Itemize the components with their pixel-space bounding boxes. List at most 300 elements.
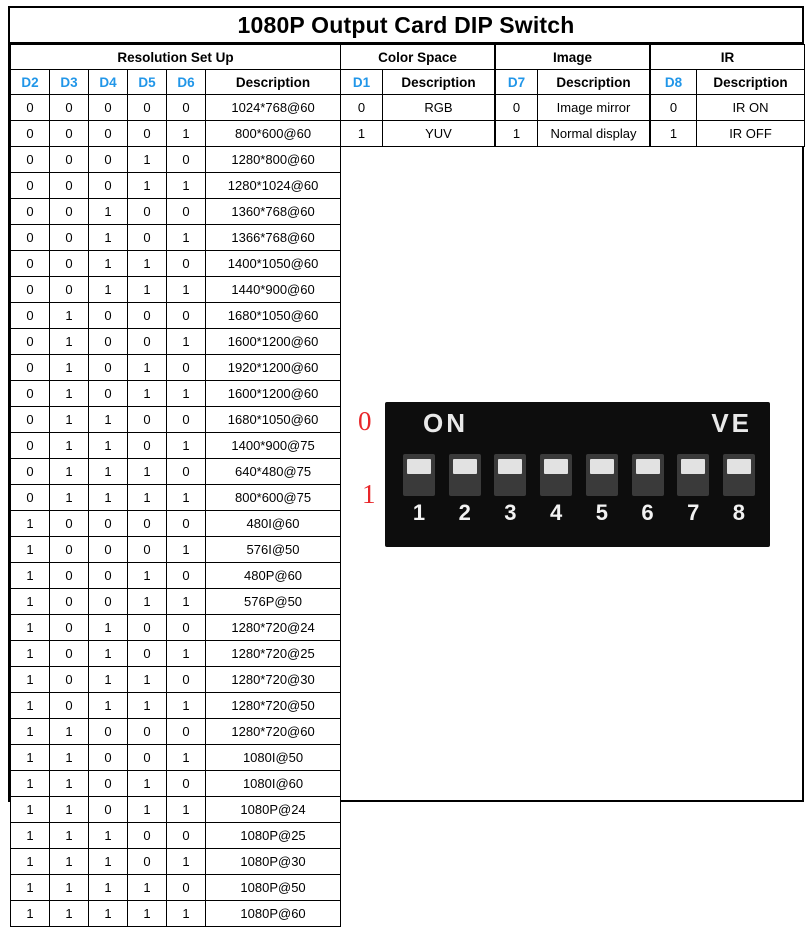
resolution-bit-cell: 1: [128, 147, 167, 173]
resolution-bit-cell: 1: [128, 381, 167, 407]
resolution-bit-cell: 0: [89, 563, 128, 589]
resolution-bit-cell: 1: [128, 563, 167, 589]
dip-switch-knob[interactable]: [727, 459, 751, 474]
resolution-column-header-row: [11, 70, 341, 95]
resolution-description-cell: 1280*720@24: [206, 615, 341, 641]
resolution-bit-cell: 1: [167, 329, 206, 355]
resolution-bit-cell: 1: [11, 589, 50, 615]
resolution-bit-cell: 0: [11, 277, 50, 303]
resolution-bit-cell: 1: [11, 667, 50, 693]
resolution-bit-cell: 0: [128, 329, 167, 355]
table-body-area: [10, 44, 802, 921]
resolution-bit-cell: 1: [50, 381, 89, 407]
resolution-bit-cell: 0: [50, 563, 89, 589]
resolution-bit-cell: 1: [128, 485, 167, 511]
dip-switch-table-frame: [8, 6, 804, 921]
resolution-bit-cell: 1: [89, 407, 128, 433]
resolution-bit-cell: 1: [11, 823, 50, 849]
resolution-bit-cell: 0: [89, 537, 128, 563]
resolution-bit-cell: 1: [11, 875, 50, 901]
table-row: [11, 433, 341, 459]
resolution-bit-cell: 0: [167, 667, 206, 693]
resolution-bit-cell: 0: [167, 615, 206, 641]
resolution-bit-cell: 0: [167, 303, 206, 329]
dip-switch-number-row: [403, 500, 755, 530]
resolution-bit-cell: 0: [50, 199, 89, 225]
resolution-bit-cell: 1: [11, 693, 50, 719]
resolution-description-cell: 1400*1050@60: [206, 251, 341, 277]
table-row: [11, 849, 341, 875]
resolution-bit-cell: 0: [89, 147, 128, 173]
resolution-bit-cell: 0: [128, 303, 167, 329]
resolution-bit-cell: 1: [50, 459, 89, 485]
table-row: [11, 355, 341, 381]
resolution-bit-cell: 0: [11, 225, 50, 251]
resolution-description-cell: 1280*720@50: [206, 693, 341, 719]
resolution-bit-cell: 1: [11, 615, 50, 641]
resolution-bit-cell: 1: [50, 875, 89, 901]
image-description-cell: Image mirror: [538, 95, 650, 121]
resolution-bit-cell: 1: [128, 667, 167, 693]
resolution-bit-cell: 0: [50, 95, 89, 121]
resolution-bit-cell: 1: [89, 667, 128, 693]
resolution-bit-cell: 0: [128, 225, 167, 251]
resolution-bit-cell: 0: [11, 381, 50, 407]
resolution-bit-cell: 1: [89, 693, 128, 719]
table-row: [11, 823, 341, 849]
page-title: 1080P Output Card DIP Switch: [237, 11, 575, 38]
resolution-description-cell: 1280*720@30: [206, 667, 341, 693]
resolution-bit-cell: 0: [128, 719, 167, 745]
dip-switch-number: 8: [732, 500, 746, 525]
resolution-bit-cell: 1: [89, 901, 128, 927]
resolution-bit-cell: 0: [128, 537, 167, 563]
resolution-bit-cell: 1: [128, 173, 167, 199]
resolution-bit-cell: 1: [11, 537, 50, 563]
resolution-bit-cell: 1: [167, 485, 206, 511]
dip-switch-number: 3: [504, 500, 517, 525]
resolution-description-cell: 1280*720@60: [206, 719, 341, 745]
resolution-group-header: Resolution Set Up: [11, 45, 341, 70]
resolution-bit-cell: 1: [128, 251, 167, 277]
table-row: [11, 511, 341, 537]
resolution-bit-cell: 1: [128, 901, 167, 927]
dip-switch-number: 2: [458, 500, 471, 525]
resolution-bit-cell: 0: [167, 875, 206, 901]
resolution-bit-cell: 0: [11, 121, 50, 147]
resolution-bit-cell: 1: [128, 277, 167, 303]
resolution-bit-cell: 0: [167, 95, 206, 121]
resolution-bit-cell: 1: [11, 563, 50, 589]
image-description-cell: Normal display: [538, 121, 650, 147]
resolution-description-cell: 1080I@50: [206, 745, 341, 771]
resolution-description-cell: 576P@50: [206, 589, 341, 615]
table-row: [11, 303, 341, 329]
color-space-column-header-row: [341, 70, 495, 95]
dip-switch-number: 4: [549, 500, 563, 525]
resolution-bit-cell: 1: [167, 641, 206, 667]
resolution-bit-cell: 1: [89, 225, 128, 251]
header-color-space-description: Description: [383, 70, 495, 95]
image-group-header-row: [496, 45, 650, 70]
dip-switch-toggle[interactable]: [723, 454, 755, 496]
resolution-table: [10, 44, 341, 927]
ir-table: [650, 44, 805, 147]
resolution-bit-cell: 0: [50, 537, 89, 563]
dip-switch-toggle[interactable]: [632, 454, 664, 496]
resolution-bit-cell: 1: [89, 875, 128, 901]
resolution-bit-cell: 1: [167, 381, 206, 407]
resolution-bit-cell: 1: [50, 407, 89, 433]
header-image-description: Description: [538, 70, 650, 95]
resolution-bit-cell: 1: [167, 693, 206, 719]
ir-group-header-row: [651, 45, 805, 70]
header-d1: D1: [341, 70, 383, 95]
header-d8: D8: [651, 70, 697, 95]
dip-switch-toggle[interactable]: [586, 454, 618, 496]
resolution-bit-cell: 1: [50, 433, 89, 459]
table-row: [11, 901, 341, 927]
resolution-bit-cell: 0: [167, 355, 206, 381]
table-row: [11, 537, 341, 563]
color-space-description-cell: YUV: [383, 121, 495, 147]
resolution-description-cell: 1080P@24: [206, 797, 341, 823]
dip-switch-body: [385, 402, 770, 547]
table-row: [11, 589, 341, 615]
resolution-description-cell: 1080P@30: [206, 849, 341, 875]
dip-side-label: VE: [711, 408, 752, 438]
resolution-bit-cell: 1: [50, 901, 89, 927]
header-d7: D7: [496, 70, 538, 95]
color-space-description-cell: RGB: [383, 95, 495, 121]
image-bit-cell: 1: [496, 121, 538, 147]
table-row: [11, 667, 341, 693]
resolution-bit-cell: 0: [11, 355, 50, 381]
table-row: [11, 615, 341, 641]
resolution-bit-cell: 1: [167, 537, 206, 563]
resolution-bit-cell: 1: [50, 485, 89, 511]
table-row: [11, 875, 341, 901]
color-space-table: [340, 44, 495, 147]
resolution-bit-cell: 0: [11, 459, 50, 485]
dip-switch-number: 5: [595, 500, 608, 525]
resolution-bit-cell: 0: [128, 121, 167, 147]
resolution-bit-cell: 1: [167, 173, 206, 199]
resolution-description-cell: 800*600@60: [206, 121, 341, 147]
table-row: [11, 641, 341, 667]
table-row: [11, 277, 341, 303]
resolution-bit-cell: 1: [11, 641, 50, 667]
resolution-bit-cell: 1: [128, 589, 167, 615]
table-row: [11, 407, 341, 433]
image-bit-cell: 0: [496, 95, 538, 121]
resolution-bit-cell: 1: [11, 797, 50, 823]
dip-switch-row[interactable]: [403, 454, 755, 496]
resolution-description-cell: 1280*720@25: [206, 641, 341, 667]
table-row: [11, 121, 341, 147]
resolution-bit-cell: 0: [89, 771, 128, 797]
resolution-bit-cell: 1: [167, 849, 206, 875]
resolution-bit-cell: 0: [50, 251, 89, 277]
header-resolution-description: Description: [206, 70, 341, 95]
resolution-bit-cell: 0: [128, 199, 167, 225]
table-row: [651, 121, 805, 147]
table-row: [11, 719, 341, 745]
dip-marker-off: 0: [358, 406, 372, 436]
resolution-bit-cell: 0: [50, 173, 89, 199]
resolution-description-cell: 1600*1200@60: [206, 381, 341, 407]
resolution-bit-cell: 0: [50, 147, 89, 173]
header-d2: D2: [11, 70, 50, 95]
resolution-bit-cell: 0: [50, 277, 89, 303]
resolution-bit-cell: 0: [128, 95, 167, 121]
resolution-bit-cell: 1: [50, 797, 89, 823]
resolution-bit-cell: 1: [128, 459, 167, 485]
table-row: [11, 173, 341, 199]
ir-group-header: IR: [651, 45, 805, 70]
resolution-description-cell: 1366*768@60: [206, 225, 341, 251]
resolution-bit-cell: 0: [128, 433, 167, 459]
dip-switch-knob[interactable]: [407, 459, 431, 474]
resolution-bit-cell: 1: [50, 771, 89, 797]
resolution-description-cell: 1360*768@60: [206, 199, 341, 225]
resolution-bit-cell: 0: [167, 147, 206, 173]
table-row: [11, 459, 341, 485]
image-group-header: Image: [496, 45, 650, 70]
header-d3: D3: [50, 70, 89, 95]
header-ir-description: Description: [697, 70, 805, 95]
resolution-bit-cell: 0: [167, 823, 206, 849]
resolution-bit-cell: 0: [167, 771, 206, 797]
resolution-bit-cell: 1: [11, 745, 50, 771]
resolution-bit-cell: 0: [89, 303, 128, 329]
color-space-bit-cell: 0: [341, 95, 383, 121]
resolution-bit-cell: 1: [89, 277, 128, 303]
table-row: [11, 797, 341, 823]
dip-switch-toggle[interactable]: [449, 454, 481, 496]
resolution-bit-cell: 1: [11, 849, 50, 875]
table-row: [11, 251, 341, 277]
resolution-bit-cell: 0: [11, 251, 50, 277]
table-row: [11, 693, 341, 719]
right-tables-wrap: [340, 44, 802, 147]
table-row: [341, 121, 495, 147]
ir-description-cell: IR OFF: [697, 121, 805, 147]
table-row: [496, 95, 650, 121]
ir-bit-cell: 0: [651, 95, 697, 121]
resolution-bit-cell: 0: [167, 199, 206, 225]
resolution-bit-cell: 0: [50, 225, 89, 251]
resolution-bit-cell: 1: [167, 277, 206, 303]
resolution-bit-cell: 0: [50, 511, 89, 537]
resolution-bit-cell: 0: [11, 95, 50, 121]
resolution-bit-cell: 0: [11, 173, 50, 199]
resolution-bit-cell: 1: [89, 615, 128, 641]
resolution-bit-cell: 1: [50, 303, 89, 329]
resolution-bit-cell: 1: [89, 849, 128, 875]
resolution-bit-cell: 0: [167, 719, 206, 745]
resolution-bit-cell: 0: [50, 667, 89, 693]
dip-switch-illustration: [350, 394, 770, 564]
resolution-description-cell: 1080P@50: [206, 875, 341, 901]
resolution-bit-cell: 0: [128, 407, 167, 433]
resolution-bit-cell: 0: [89, 173, 128, 199]
dip-switch-knob[interactable]: [544, 459, 568, 474]
resolution-description-cell: 1600*1200@60: [206, 329, 341, 355]
resolution-bit-cell: 1: [50, 355, 89, 381]
resolution-bit-cell: 0: [11, 407, 50, 433]
header-d6: D6: [167, 70, 206, 95]
resolution-bit-cell: 0: [128, 823, 167, 849]
resolution-bit-cell: 1: [128, 355, 167, 381]
resolution-bit-cell: 0: [167, 511, 206, 537]
dip-switch-number: 7: [687, 500, 700, 525]
resolution-bit-cell: 1: [11, 771, 50, 797]
resolution-description-cell: 640*480@75: [206, 459, 341, 485]
resolution-bit-cell: 1: [89, 485, 128, 511]
resolution-description-cell: 1680*1050@60: [206, 303, 341, 329]
resolution-bit-cell: 1: [11, 511, 50, 537]
resolution-description-cell: 576I@50: [206, 537, 341, 563]
resolution-bit-cell: 1: [128, 693, 167, 719]
resolution-bit-cell: 1: [50, 719, 89, 745]
resolution-description-cell: 480P@60: [206, 563, 341, 589]
ir-bit-cell: 1: [651, 121, 697, 147]
dip-switch-toggle[interactable]: [540, 454, 572, 496]
resolution-bit-cell: 0: [11, 147, 50, 173]
resolution-bit-cell: 1: [11, 901, 50, 927]
dip-switch-number: 1: [412, 500, 426, 525]
dip-switch-knob[interactable]: [498, 459, 522, 474]
table-row: [651, 95, 805, 121]
table-row: [11, 485, 341, 511]
resolution-bit-cell: 1: [167, 225, 206, 251]
resolution-bit-cell: 0: [89, 121, 128, 147]
resolution-description-cell: 1080P@25: [206, 823, 341, 849]
resolution-bit-cell: 0: [11, 303, 50, 329]
resolution-bit-cell: 0: [167, 251, 206, 277]
dip-switch-knob[interactable]: [453, 459, 477, 474]
dip-switch-knob[interactable]: [590, 459, 614, 474]
dip-marker-on: 1: [362, 479, 376, 509]
resolution-bit-cell: 0: [11, 433, 50, 459]
table-row: [11, 225, 341, 251]
dip-switch-number: 6: [641, 500, 654, 525]
resolution-bit-cell: 0: [89, 589, 128, 615]
resolution-bit-cell: 1: [128, 875, 167, 901]
resolution-bit-cell: 1: [89, 641, 128, 667]
resolution-bit-cell: 1: [89, 823, 128, 849]
table-row: [11, 147, 341, 173]
resolution-bit-cell: 0: [89, 381, 128, 407]
table-row: [11, 771, 341, 797]
resolution-description-cell: 1280*800@60: [206, 147, 341, 173]
resolution-bit-cell: 0: [128, 745, 167, 771]
resolution-bit-cell: 0: [50, 693, 89, 719]
resolution-bit-cell: 0: [167, 407, 206, 433]
table-row: [341, 95, 495, 121]
resolution-bit-cell: 1: [167, 901, 206, 927]
resolution-bit-cell: 0: [11, 485, 50, 511]
ir-description-cell: IR ON: [697, 95, 805, 121]
resolution-bit-cell: 0: [50, 589, 89, 615]
image-table: [495, 44, 650, 147]
resolution-description-cell: 1080I@60: [206, 771, 341, 797]
resolution-group-header-row: [11, 45, 341, 70]
table-row: [11, 745, 341, 771]
resolution-bit-cell: 0: [89, 355, 128, 381]
resolution-bit-cell: 0: [128, 641, 167, 667]
resolution-bit-cell: 1: [89, 251, 128, 277]
resolution-description-cell: 1920*1200@60: [206, 355, 341, 381]
table-row: [11, 95, 341, 121]
resolution-bit-cell: 0: [50, 121, 89, 147]
table-row: [496, 121, 650, 147]
resolution-bit-cell: 0: [11, 199, 50, 225]
resolution-bit-cell: 1: [50, 329, 89, 355]
resolution-bit-cell: 1: [89, 433, 128, 459]
table-row: [11, 329, 341, 355]
title-bar: [10, 8, 802, 44]
color-space-group-header-row: [341, 45, 495, 70]
resolution-description-cell: 1024*768@60: [206, 95, 341, 121]
resolution-bit-cell: 1: [167, 589, 206, 615]
dip-on-label: ON: [423, 408, 468, 438]
resolution-bit-cell: 0: [128, 849, 167, 875]
resolution-bit-cell: 1: [50, 823, 89, 849]
dip-switch-toggle[interactable]: [677, 454, 709, 496]
resolution-bit-cell: 1: [167, 121, 206, 147]
resolution-description-cell: 1400*900@75: [206, 433, 341, 459]
resolution-bit-cell: 1: [89, 199, 128, 225]
resolution-bit-cell: 0: [128, 511, 167, 537]
resolution-description-cell: 1440*900@60: [206, 277, 341, 303]
resolution-bit-cell: 0: [167, 563, 206, 589]
color-space-group-header: Color Space: [341, 45, 495, 70]
resolution-bit-cell: 1: [89, 459, 128, 485]
resolution-bit-cell: 1: [167, 745, 206, 771]
resolution-bit-cell: 0: [89, 511, 128, 537]
resolution-bit-cell: 0: [50, 615, 89, 641]
image-column-header-row: [496, 70, 650, 95]
color-space-bit-cell: 1: [341, 121, 383, 147]
resolution-bit-cell: 1: [128, 771, 167, 797]
resolution-description-cell: 1080P@60: [206, 901, 341, 927]
dip-switch-toggle[interactable]: [494, 454, 526, 496]
dip-switch-toggle[interactable]: [403, 454, 435, 496]
header-d4: D4: [89, 70, 128, 95]
resolution-description-cell: 1680*1050@60: [206, 407, 341, 433]
resolution-description-cell: 800*600@75: [206, 485, 341, 511]
resolution-description-cell: 480I@60: [206, 511, 341, 537]
resolution-bit-cell: 0: [89, 797, 128, 823]
resolution-bit-cell: 0: [128, 615, 167, 641]
resolution-bit-cell: 0: [89, 329, 128, 355]
resolution-bit-cell: 1: [167, 797, 206, 823]
table-row: [11, 381, 341, 407]
resolution-description-cell: 1280*1024@60: [206, 173, 341, 199]
resolution-bit-cell: 1: [50, 745, 89, 771]
resolution-bit-cell: 0: [89, 719, 128, 745]
resolution-bit-cell: 1: [50, 849, 89, 875]
table-row: [11, 563, 341, 589]
ir-column-header-row: [651, 70, 805, 95]
resolution-bit-cell: 0: [11, 329, 50, 355]
dip-switch-knob[interactable]: [636, 459, 660, 474]
dip-switch-knob[interactable]: [681, 459, 705, 474]
header-d5: D5: [128, 70, 167, 95]
table-row: [11, 199, 341, 225]
